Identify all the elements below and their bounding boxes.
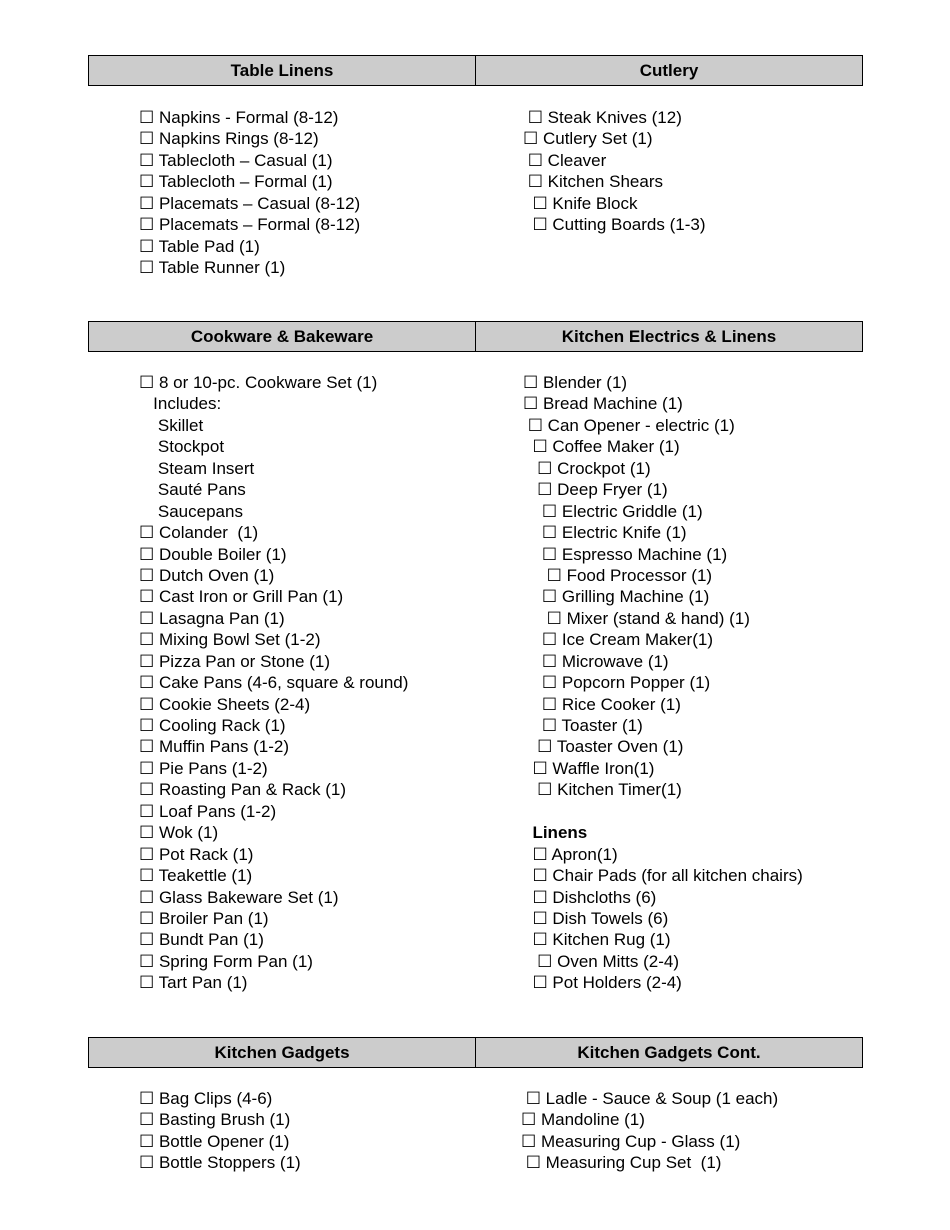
checklist-item[interactable]: ☐ Coffee Maker (1) <box>523 437 680 457</box>
checklist-item[interactable]: ☐ Table Pad (1) <box>139 236 260 256</box>
checklist-item[interactable]: ☐ Lasagna Pan (1) <box>139 608 285 628</box>
checklist-item[interactable]: ☐ Electric Griddle (1) <box>523 501 703 521</box>
section-title-kitchen-gadgets-cont: Kitchen Gadgets Cont. <box>577 1042 761 1062</box>
checklist-item[interactable]: ☐ Placemats – Casual (8-12) <box>139 193 361 213</box>
checklist-item[interactable]: ☐ Crockpot (1) <box>523 458 651 478</box>
checklist-item[interactable]: ☐ Loaf Pans (1-2) <box>139 801 277 821</box>
checklist-item[interactable]: ☐ Mixing Bowl Set (1-2) <box>139 630 321 650</box>
section-title-cookware-bakeware: Cookware & Bakeware <box>89 322 476 351</box>
checklist-item[interactable]: ☐ Popcorn Popper (1) <box>523 673 711 693</box>
section-header-cookware-electrics <box>88 321 863 352</box>
checklist-item[interactable]: ☐ Basting Brush (1) <box>139 1110 291 1130</box>
checklist-item[interactable]: ☐ Pie Pans (1-2) <box>139 758 268 778</box>
checklist-item[interactable]: ☐ Espresso Machine (1) <box>523 544 728 564</box>
checklist-item[interactable]: ☐ Broiler Pan (1) <box>139 908 269 928</box>
checklist-item[interactable]: ☐ Dish Towels (6) <box>523 908 669 928</box>
checklist-item[interactable]: ☐ Chair Pads (for all kitchen chairs) <box>523 866 803 886</box>
checklist-item[interactable]: ☐ Kitchen Rug (1) <box>523 930 671 950</box>
checklist-item[interactable]: ☐ Double Boiler (1) <box>139 544 287 564</box>
checklist-item[interactable]: ☐ Rice Cooker (1) <box>523 694 681 714</box>
checklist-item[interactable]: ☐ Cooling Rack (1) <box>139 716 286 735</box>
checklist-item[interactable]: ☐ Toaster Oven (1) <box>523 737 684 757</box>
checklist-item[interactable]: ☐ Ladle - Sauce & Soup (1 each) <box>521 1089 779 1108</box>
checklist-cutlery <box>523 107 705 236</box>
sub-item: Steam Insert <box>139 458 255 478</box>
checklist-item[interactable]: ☐ Toaster (1) <box>523 716 643 735</box>
checklist-item[interactable]: ☐ Blender (1) <box>523 373 628 392</box>
checklist-item[interactable]: ☐ Cleaver <box>523 150 607 170</box>
checklist-item[interactable]: ☐ Pizza Pan or Stone (1) <box>139 651 330 671</box>
checklist-kitchen-electrics-linens <box>523 372 803 994</box>
section-header-table-linens-cutlery <box>88 55 863 86</box>
checklist-item[interactable]: ☐ Bottle Opener (1) <box>139 1131 290 1151</box>
subheading-linens: Linens <box>523 823 588 843</box>
checklist-item[interactable]: ☐ Dutch Oven (1) <box>139 565 275 585</box>
checklist-item[interactable]: ☐ Microwave (1) <box>523 651 669 671</box>
checklist-item[interactable]: ☐ Tart Pan (1) <box>139 973 248 993</box>
checklist-item[interactable]: ☐ Electric Knife (1) <box>523 523 687 543</box>
spacer <box>523 801 803 822</box>
checklist-item[interactable]: ☐ Muffin Pans (1-2) <box>139 737 290 757</box>
checklist-item[interactable]: ☐ Teakettle (1) <box>139 866 253 886</box>
checklist-item[interactable]: ☐ Cutting Boards (1-3) <box>523 215 706 235</box>
checklist-item[interactable]: ☐ Tablecloth – Formal (1) <box>139 172 333 192</box>
checklist-kitchen-gadgets <box>139 1088 301 1174</box>
checklist-item[interactable]: ☐ Tablecloth – Casual (1) <box>139 150 333 170</box>
sub-item: Stockpot <box>139 437 225 457</box>
checklist-item[interactable]: ☐ Bottle Stoppers (1) <box>139 1153 301 1173</box>
checklist-item[interactable]: ☐ Cast Iron or Grill Pan (1) <box>139 587 344 607</box>
checklist-item[interactable]: ☐ Food Processor (1) <box>523 565 713 585</box>
checklist-item[interactable]: ☐ Kitchen Shears <box>523 172 663 192</box>
checklist-item[interactable]: ☐ Deep Fryer (1) <box>523 480 668 500</box>
checklist-item[interactable]: ☐ Pot Holders (2-4) <box>523 973 682 993</box>
section-title-kitchen-electrics-linens: Kitchen Electrics & Linens <box>561 326 777 346</box>
checklist-item[interactable]: ☐ Cutlery Set (1) <box>523 129 653 149</box>
checklist-item[interactable]: ☐ Bundt Pan (1) <box>139 930 264 950</box>
checklist-item[interactable]: ☐ Spring Form Pan (1) <box>139 951 313 971</box>
checklist-item[interactable]: ☐ Measuring Cup - Glass (1) <box>521 1131 741 1151</box>
checklist-item[interactable]: ☐ Measuring Cup Set (1) <box>521 1153 722 1173</box>
checklist-item[interactable]: ☐ Grilling Machine (1) <box>523 587 710 607</box>
checklist-item[interactable]: ☐ 8 or 10-pc. Cookware Set (1) <box>139 373 378 392</box>
sub-item: Sauté Pans <box>139 480 246 500</box>
section-header-kitchen-gadgets <box>88 1037 863 1068</box>
checklist-kitchen-gadgets-cont <box>521 1088 778 1174</box>
checklist-item[interactable]: ☐ Apron(1) <box>523 844 618 864</box>
checklist-item[interactable]: ☐ Wok (1) <box>139 823 219 843</box>
checklist-item[interactable]: ☐ Mandoline (1) <box>521 1110 645 1130</box>
checklist-item[interactable]: ☐ Napkins Rings (8-12) <box>139 129 319 149</box>
checklist-item[interactable]: ☐ Colander (1) <box>139 523 259 543</box>
checklist-cookware-bakeware <box>139 372 408 994</box>
checklist-item[interactable]: ☐ Cookie Sheets (2-4) <box>139 694 311 714</box>
section-title-kitchen-gadgets: Kitchen Gadgets <box>89 1038 476 1067</box>
checklist-table-linens <box>139 107 360 279</box>
sub-item: Includes: <box>139 394 222 414</box>
section-title-table-linens: Table Linens <box>89 56 476 85</box>
checklist-item[interactable]: ☐ Napkins - Formal (8-12) <box>139 108 339 127</box>
checklist-item[interactable]: ☐ Mixer (stand & hand) (1) <box>523 608 750 628</box>
checklist-item[interactable]: ☐ Roasting Pan & Rack (1) <box>139 780 347 800</box>
sub-item: Skillet <box>139 415 204 435</box>
checklist-item[interactable]: ☐ Cake Pans (4-6, square & round) <box>139 673 409 693</box>
checklist-item[interactable]: ☐ Kitchen Timer(1) <box>523 780 682 800</box>
sub-item: Saucepans <box>139 501 243 521</box>
checklist-item[interactable]: ☐ Oven Mitts (2-4) <box>523 951 679 971</box>
checklist-item[interactable]: ☐ Bag Clips (4-6) <box>139 1089 273 1108</box>
checklist-item[interactable]: ☐ Table Runner (1) <box>139 258 286 278</box>
checklist-item[interactable]: ☐ Dishcloths (6) <box>523 887 657 907</box>
checklist-item[interactable]: ☐ Knife Block <box>523 193 638 213</box>
checklist-item[interactable]: ☐ Bread Machine (1) <box>523 394 683 414</box>
checklist-item[interactable]: ☐ Pot Rack (1) <box>139 844 254 864</box>
checklist-item[interactable]: ☐ Steak Knives (12) <box>523 108 682 127</box>
checklist-item[interactable]: ☐ Placemats – Formal (8-12) <box>139 215 361 235</box>
section-title-cutlery: Cutlery <box>639 60 699 80</box>
checklist-item[interactable]: ☐ Ice Cream Maker(1) <box>523 630 713 650</box>
checklist-item[interactable]: ☐ Waffle Iron(1) <box>523 758 655 778</box>
checklist-item[interactable]: ☐ Can Opener - electric (1) <box>523 415 735 435</box>
checklist-item[interactable]: ☐ Glass Bakeware Set (1) <box>139 887 339 907</box>
